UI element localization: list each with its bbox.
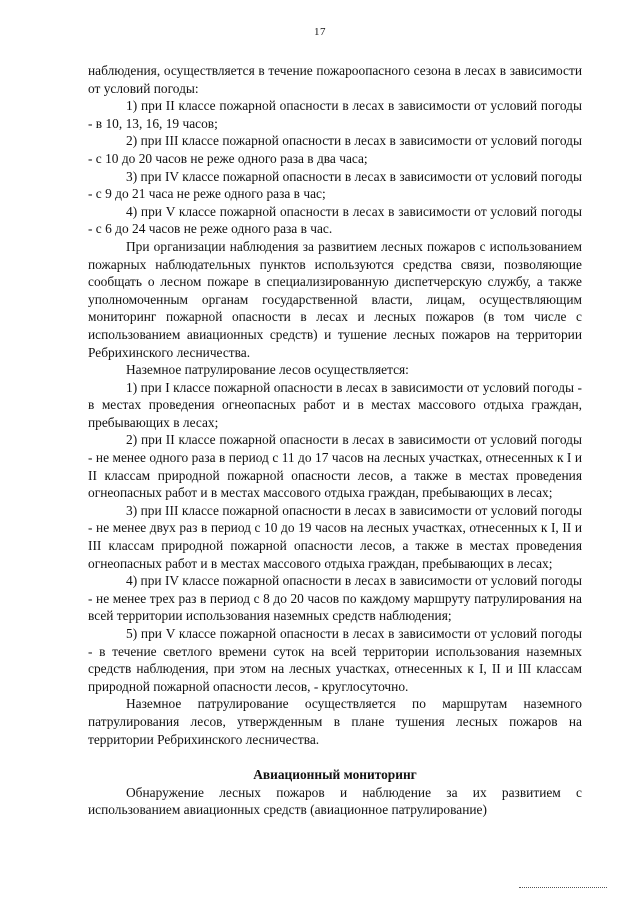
- section-heading: Авиационный мониторинг: [253, 767, 417, 783]
- paragraph-intro: наблюдения, осуществляется в течение пожароопасного сезона в лесах в зависимости от условий погоды:: [88, 63, 582, 96]
- document-body: [88, 62, 582, 819]
- list-item-observation-class-5: 4) при V классе пожарной опасности в лесах в зависимости от условий погоды - с 6 до 24 часов не реже одного раза в час.: [88, 203, 582, 237]
- list-item-patrol-class-5: 5) при V классе пожарной опасности в лесах в зависимости от условий погоды - в течение светлого времени суток на всей территории использования наземных средств наблюдения, при этом на лесных участках, отнесенных к I, II и III классам природной пожарной опасности лесов, - круглосуточно.: [88, 626, 582, 694]
- list-item-observation-class-3: 2) при III классе пожарной опасности в лесах в зависимости от условий погоды - с 10 до 20 часов не реже одного раза в два часа;: [88, 133, 582, 166]
- list-item-patrol-class-2: 2) при II классе пожарной опасности в лесах в зависимости от условий погоды - не менее одного раза в период с 11 до 17 часов на лесных участках, отнесенных к I и II классам природной пожарной опасности лесов, а также в местах проведения огнеопасных работ и в местах массового отдыха граждан, пребывающих в лесах;: [88, 432, 582, 501]
- paragraph-patrol-routes: Наземное патрулирование осуществляется по маршрутам наземного патрулирования лесов, утвержденным в плане тушения лесных пожаров на территории Ребрихинского лесничества.: [88, 696, 582, 747]
- paragraph-communication: При организации наблюдения за развитием лесных пожаров с использованием пожарных наблюдательных пунктов используются средства связи, позволяющие сообщать о лесном пожаре в специализированную диспетчерскую службу, а также уполномоченным органам государственной власти, лицам, осуществляющим мониторинг пожарной опасности в лесах и лесных пожаров (в том числе с использованием авиационных средств) и тушение лесных пожаров на территории Ребрихинского лесничества.: [88, 238, 582, 360]
- page-number: 17: [314, 26, 326, 38]
- list-item-patrol-class-1: 1) при I классе пожарной опасности в лесах в зависимости от условий погоды - в местах проведения огнеопасных работ и в местах массового отдыха граждан, пребывающих в лесах;: [88, 379, 582, 430]
- paragraph-aviation-monitoring: Обнаружение лесных пожаров и наблюдение за их развитием с использованием авиационных средств (авиационное патрулирование): [88, 784, 582, 818]
- list-item-observation-class-4: 3) при IV классе пожарной опасности в лесах в зависимости от условий погоды - с 9 до 21 часа не реже одного раза в час;: [88, 168, 582, 202]
- paragraph-ground-patrol-intro: Наземное патрулирование лесов осуществляется:: [126, 362, 409, 378]
- bottom-dotted-mark: [519, 887, 607, 888]
- list-item-observation-class-2: 1) при II классе пожарной опасности в лесах в зависимости от условий погоды - в 10, 13, 16, 19 часов;: [88, 98, 582, 131]
- list-item-patrol-class-4: 4) при IV классе пожарной опасности в лесах в зависимости от условий погоды - не менее трех раз в период с 8 до 20 часов по каждому маршруту патрулирования на всей территории использования наземных средств наблюдения;: [88, 573, 582, 624]
- list-item-patrol-class-3: 3) при III классе пожарной опасности в лесах в зависимости от условий погоды - не менее двух раз в период с 10 до 19 часов на лесных участках, отнесенных к I, II и III классам природной пожарной опасности лесов, а также в местах проведения огнеопасных работ и в местах массового отдыха граждан, пребывающих в лесах;: [88, 502, 582, 571]
